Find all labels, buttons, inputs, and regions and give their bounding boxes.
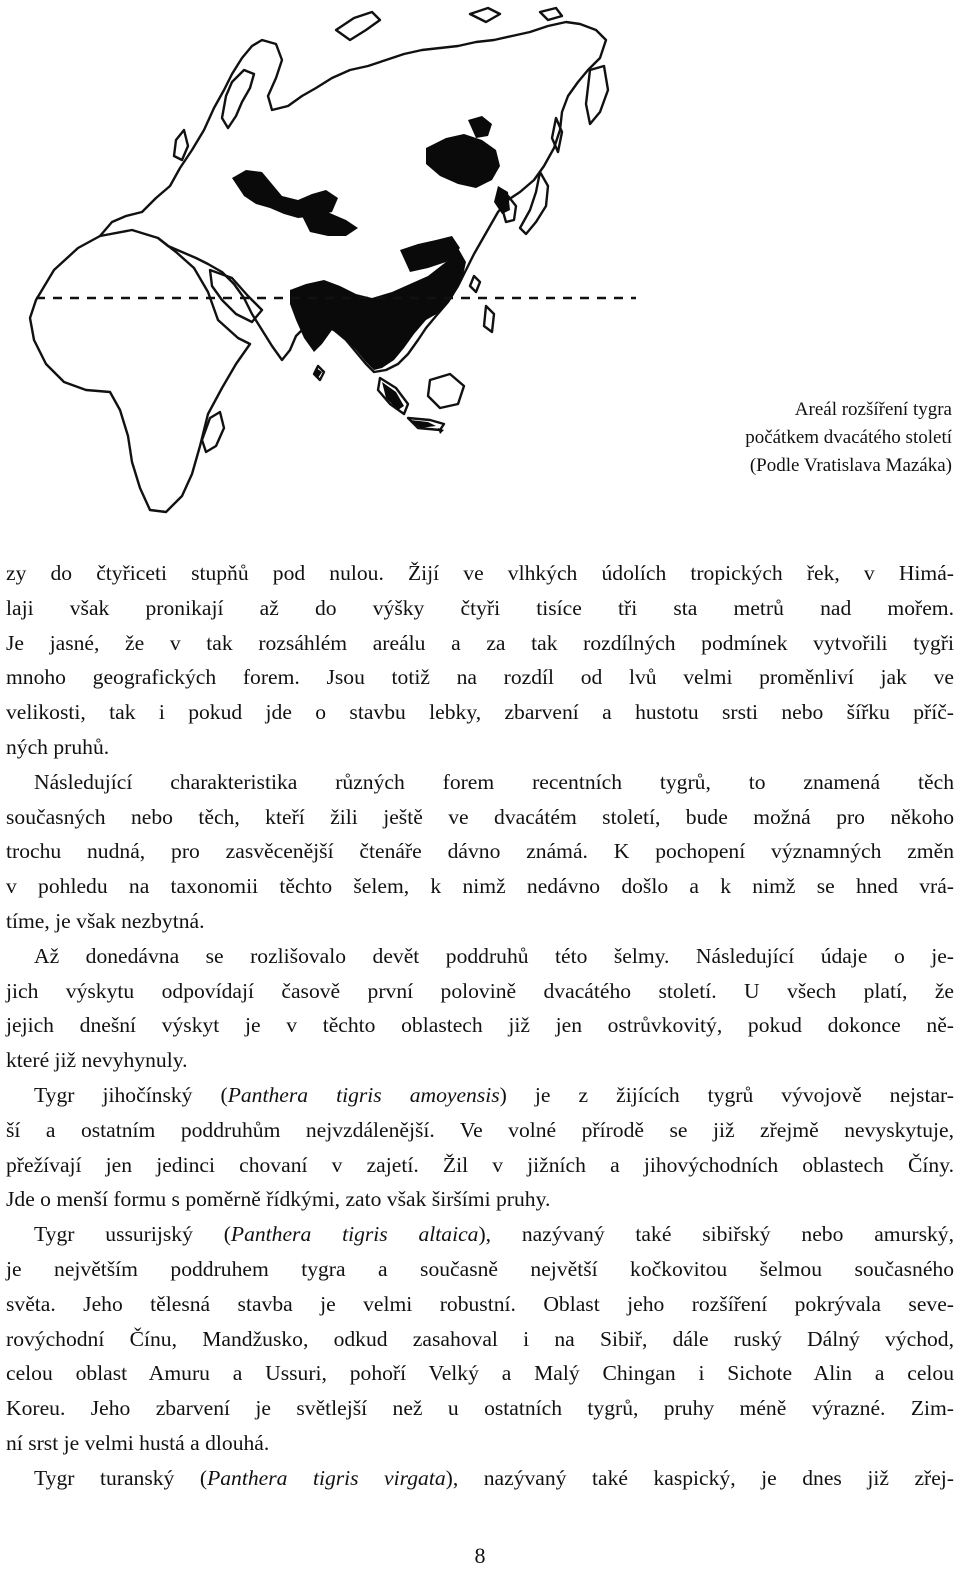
text-line: jejich dnešní výskyt je v těchto oblastech již jen ostrůvkovitý, pokud dokonce ně- [6,1013,954,1038]
range-amur [468,116,492,138]
paragraph [6,1461,954,1496]
text-line: Tygr turanský (Panthera tigris virgata), nazývaný také kaspický, je dnes již zřej- [34,1465,954,1490]
species-name: Panthera tigris virgata [207,1465,446,1490]
text-line: mnoho geografických forem. Jsou totiž na rozdíl od lvů velmi proměnliví jak ve [6,665,954,690]
text-line: Je jasné, že v tak rozsáhlém areálu a za tak rozdílných podmínek vytvořili tygři [6,630,954,655]
scandinavia-outline [222,70,254,128]
text-line: světa. Jeho tělesná stavba je velmi robustní. Oblast jeho rozšíření pokrývala seve- [6,1291,954,1316]
text-line: zy do čtyřiceti stupňů pod nulou. Žijí ve vlhkých údolích tropických řek, v Himá- [6,561,954,585]
text-line: trochu nudná, pro zasvěcenější čtenáře dávno známá. K pochopení významných změn [6,839,954,864]
species-name: Panthera tigris altaica [230,1222,479,1247]
text-line: Tygr jihočínský (Panthera tigris amoyensis) je z žijících tygrů vývojově nejstar- [34,1082,954,1107]
paragraph [6,1217,954,1461]
text-line: přežívají jen jedinci chovaní v zajetí. Žil v jižních a jihovýchodních oblastech Číny. [6,1152,954,1177]
text-line: tíme, je však nezbytná. [6,908,205,933]
range-korea [494,186,510,214]
arabia-outline [210,270,262,322]
body-text [6,556,954,1496]
map-caption [745,396,952,480]
text-line: Jde o menší formu s poměrně řídkými, zato však širšími pruhy. [6,1187,551,1212]
text-line: Až donedávna se rozlišovalo devět poddruhů této šelmy. Následující údaje o je- [34,943,954,968]
text-line: v pohledu na taxonomii těchto šelem, k nimž nedávno došlo a k nimž se hned vrá- [6,874,954,899]
madagascar-outline [202,412,224,452]
text-line: Tygr ussurijský (Panthera tigris altaica), nazývaný také sibiřský nebo amurský, [34,1222,954,1247]
text-line: ných pruhů. [6,734,110,759]
text-line: laji však pronikají až do výšky čtyři tisíce tři sta metrů nad mořem. [6,595,954,620]
text-line: současných nebo těch, kteří žili ještě ve dvacátém století, bude možná pro někoho [6,804,954,829]
text-line: jich výskytu odpovídají časově první polovině dvacátého století. U všech platí, že [6,978,954,1003]
philippines-outline [484,306,494,332]
new-siberian-islands-outline [540,8,562,20]
species-name: Panthera tigris amoyensis [227,1082,500,1107]
text-line: ní srst je velmi hustá a dlouhá. [6,1430,270,1455]
text-line: ší a ostatním poddruhům nejvzdálenější. Ve volné přírodě se již zřejmě nevyskytuje, [6,1117,954,1142]
paragraph [6,556,954,765]
text-line: je největším poddruhem tygra a současně největší kočkovitou šelmou současného [6,1256,954,1281]
text-line: velikosti, tak i pokud jde o stavbu lebky, zbarvení a hustotu srsti nebo šířku příč- [6,700,954,725]
kamchatka-outline [586,66,608,124]
caption-line: Areál rozšíření tygra [794,399,952,420]
page-number: 8 [474,1543,486,1568]
text-line: které již nevyhynuly. [6,1048,188,1073]
text-line: rovýchodní Čínu, Mandžusko, odkud zasahoval i na Sibiř, dále ruský Dálný východ, [6,1326,954,1351]
paragraph [6,1078,954,1217]
text-line: celou oblast Amuru a Ussuri, pohoří Velký a Malý Chingan i Sichote Alin a celou [6,1361,954,1386]
range-india-china [290,248,466,370]
severnaya-zemlya-outline [470,8,500,22]
britain-outline [174,130,188,160]
novaya-zemlya-outline [336,12,380,40]
caption-line: (Podle Vratislava Mazáka) [749,455,952,476]
borneo-outline [428,374,464,408]
range-manchuria [426,134,500,188]
text-line: Následující charakteristika různých forem recentních tygrů, to znamená těch [34,769,954,794]
paragraph [6,939,954,1078]
taiwan-outline [470,276,480,292]
paragraph [6,765,954,939]
text-line: Koreu. Jeho zbarvení je světlejší než u ostatních tygrů, pruhy méně výrazné. Zim- [6,1396,954,1421]
caption-line: počátkem dvacátého století [745,427,952,448]
